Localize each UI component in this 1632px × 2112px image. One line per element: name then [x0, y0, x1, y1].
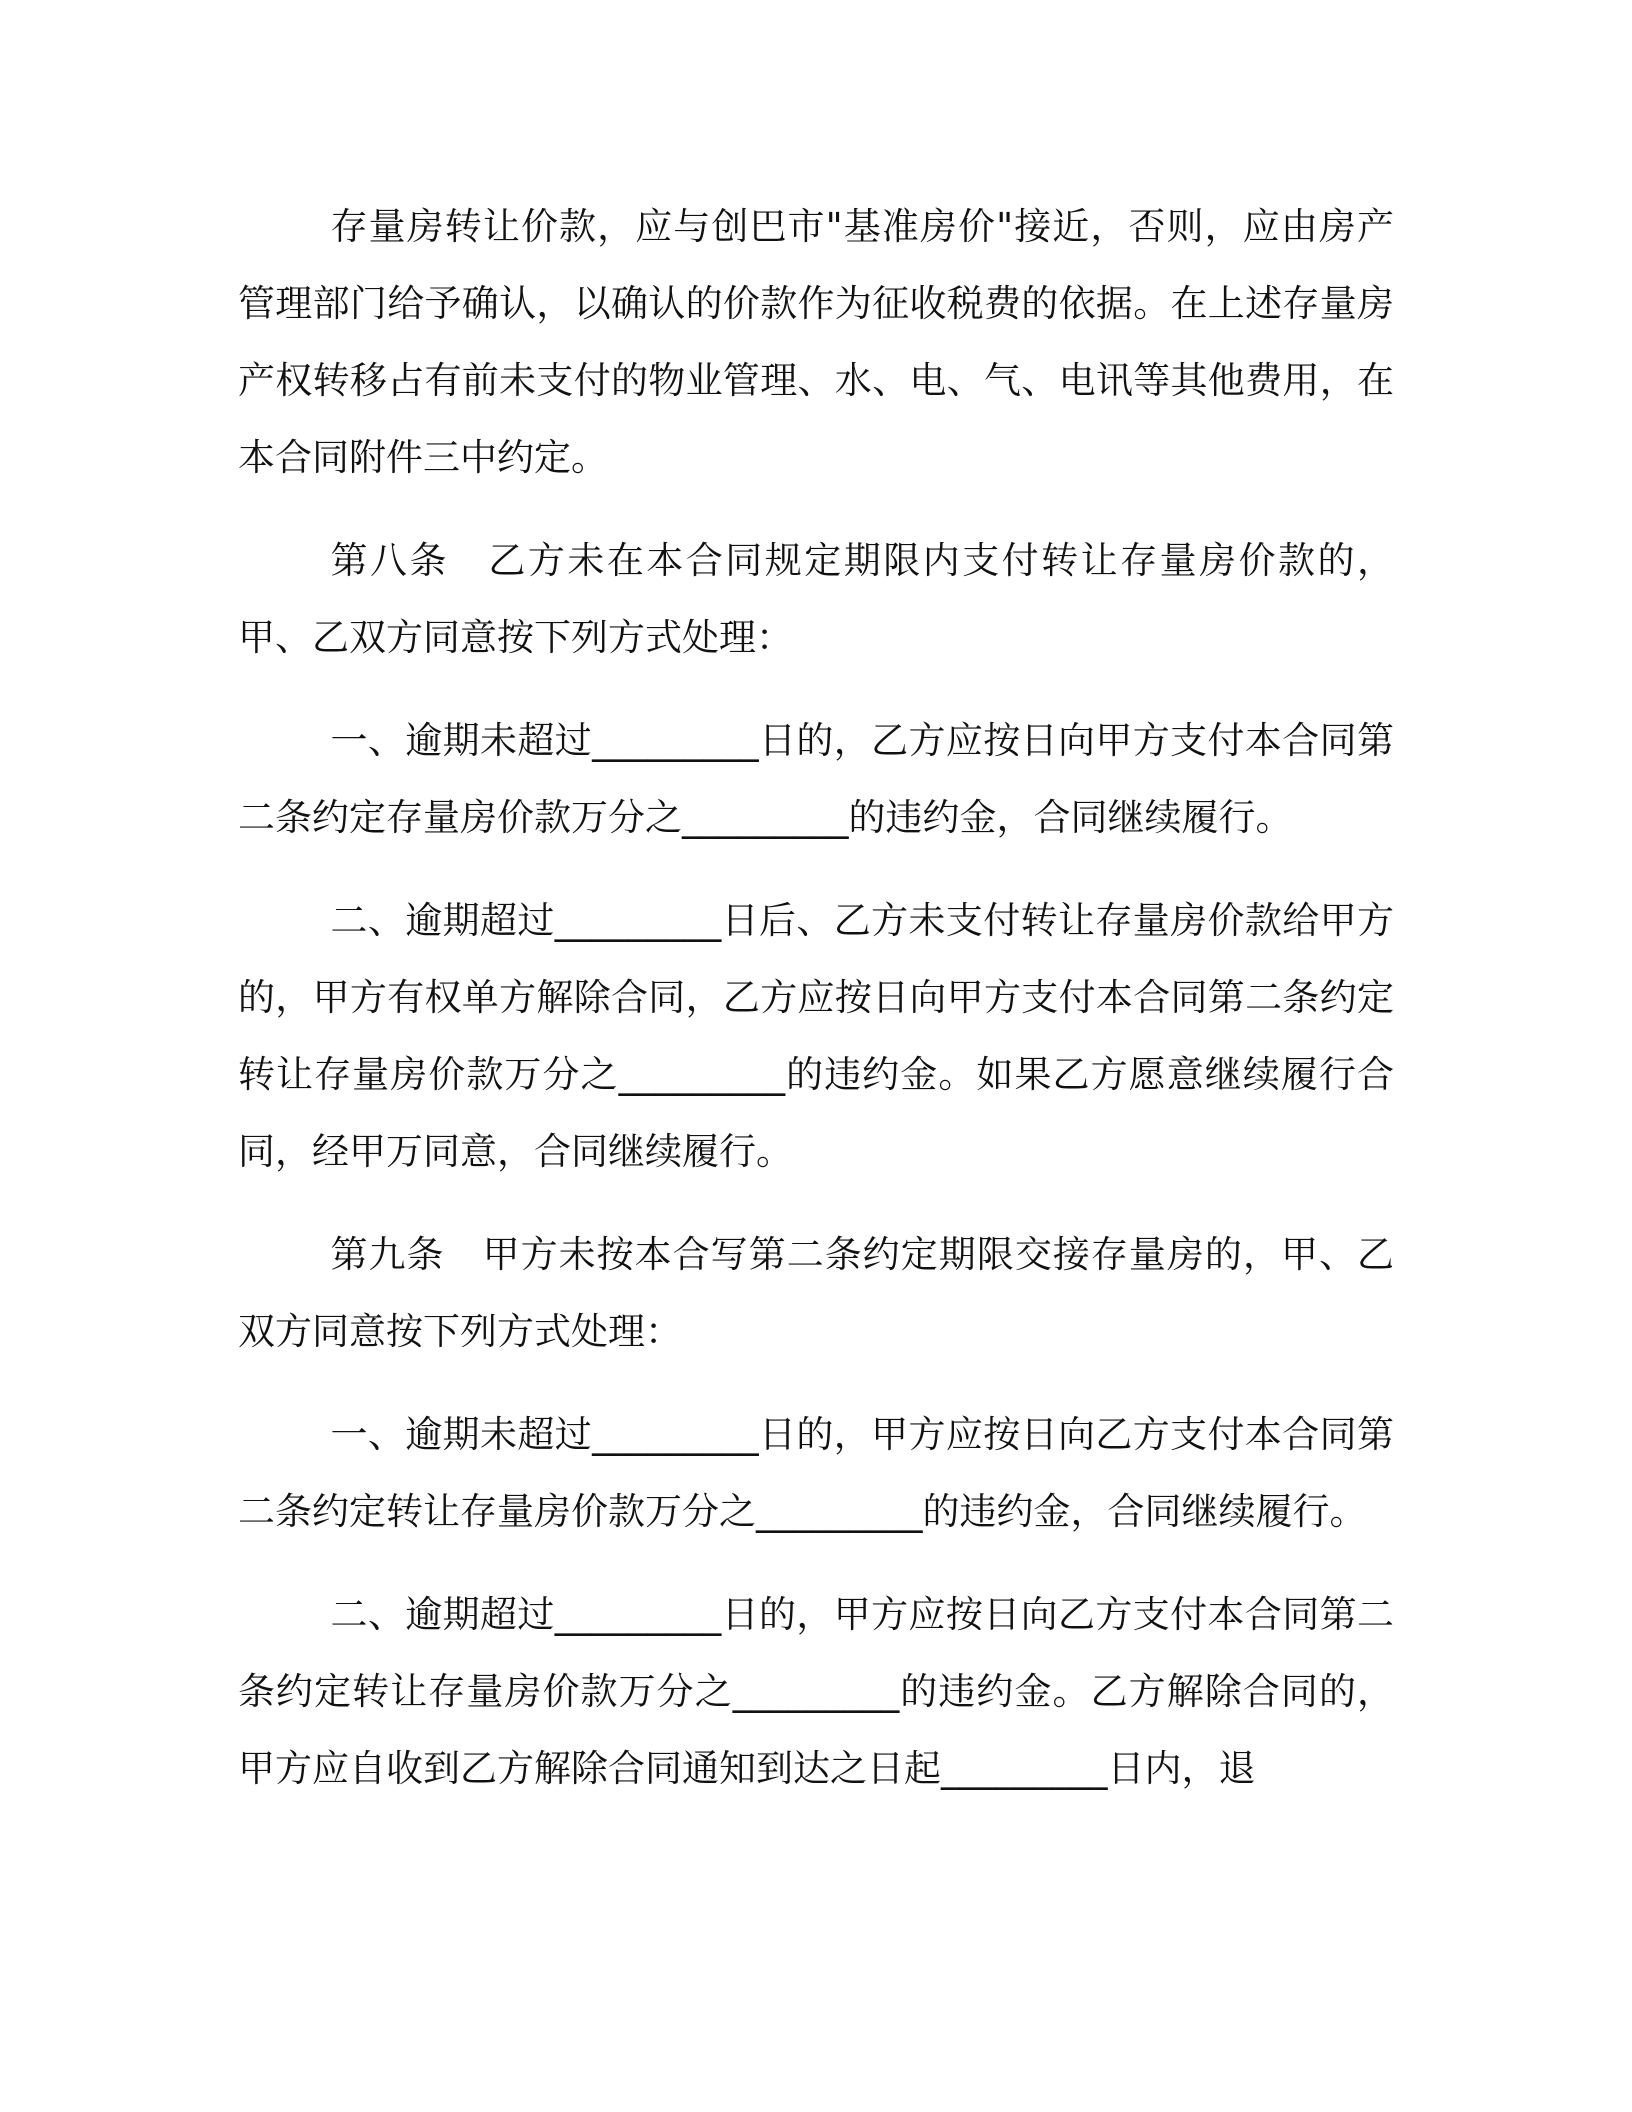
paragraph-price-terms: 存量房转让价款，应与创巴市"基准房价"接近，否则，应由房产管理部门给予确认，以确认的价款作为征收税费的依据。在上述存量房产权转移占有前未支付的物业管理、水、电、气、电讯等其他费用，在本合同附件三中约定。: [238, 205, 1394, 479]
paragraph-article-9: 第九条 甲方未按本合写第二条约定期限交接存量房的，甲、乙双方同意按下列方式处理：: [238, 1233, 1394, 1353]
document-body: [238, 188, 1394, 1833]
paragraph-article-9-item-2: 二、逾期超过_________日的，甲方应按日向乙方支付本合同第二条约定转让存量房价款万分之_________的违约金。乙方解除合同的，甲方应自收到乙方解除合同通知到达之日起_________日内，退: [238, 1593, 1394, 1790]
paragraph-article-8-item-2: 二、逾期超过_________日后、乙方未支付转让存量房价款给甲方的，甲方有权单方解除合同，乙方应按日向甲方支付本合同第二条约定转让存量房价款万分之_________的违约金。如果乙方愿意继续履行合同，经甲万同意，合同继续履行。: [238, 899, 1394, 1173]
paragraph-article-9-item-1: 一、逾期未超过_________日的，甲方应按日向乙方支付本合同第二条约定转让存量房价款万分之_________的违约金，合同继续履行。: [238, 1413, 1394, 1533]
paragraph-article-8-item-1: 一、逾期未超过_________日的，乙方应按日向甲方支付本合同第二条约定存量房价款万分之_________的违约金，合同继续履行。: [238, 719, 1394, 839]
paragraph-article-8: 第八条 乙方未在本合同规定期限内支付转让存量房价款的，甲、乙双方同意按下列方式处理：: [238, 539, 1394, 659]
